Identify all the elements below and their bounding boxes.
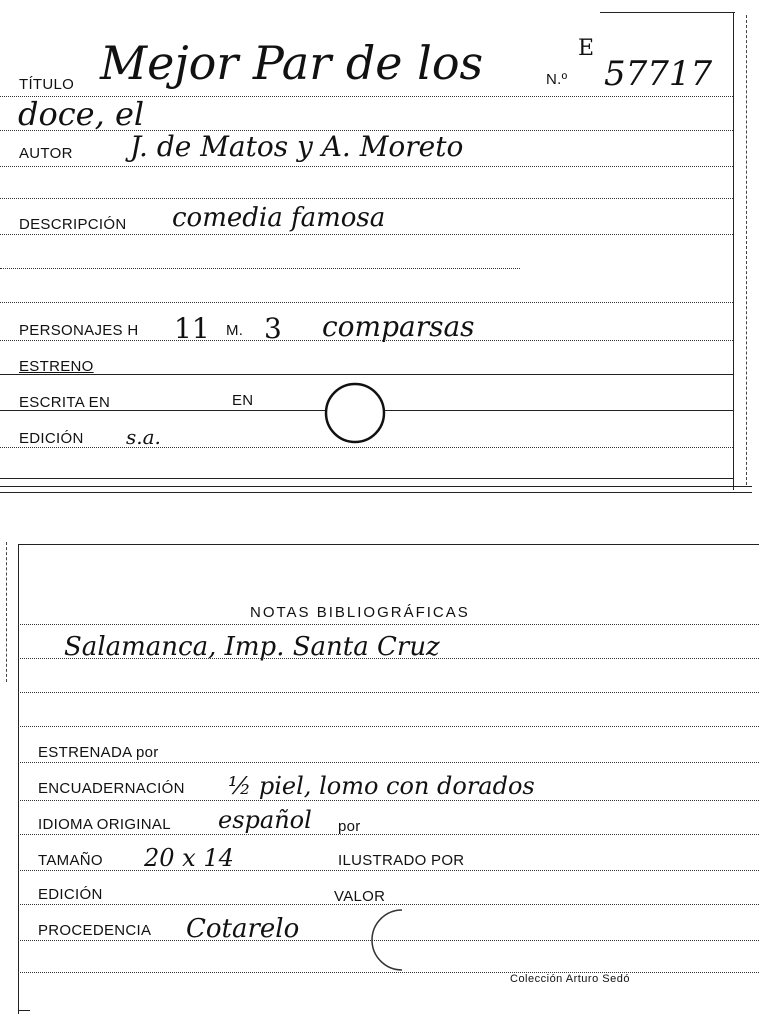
titulo-label: TÍTULO (19, 76, 75, 93)
notas-line-1 (18, 624, 759, 625)
procedencia-label: PROCEDENCIA (38, 922, 152, 939)
edicion-bottom-line (18, 904, 759, 905)
tamano-line (18, 870, 759, 871)
descripcion-line-3 (0, 302, 733, 303)
idioma-value: español (218, 806, 312, 834)
por-label: por (338, 818, 361, 835)
top-card-bottom-edge (0, 486, 752, 487)
top-card-bottom-edge-2 (0, 492, 752, 493)
tamano-label: TAMAÑO (38, 852, 103, 869)
estrenada-line (18, 762, 759, 763)
estrenada-label-text: ESTRENADA por (38, 744, 159, 761)
ilustrado-label: ILUSTRADO POR (338, 852, 465, 869)
personajes-extra: comparsas (322, 310, 475, 343)
estreno-label: ESTRENO (19, 358, 94, 375)
idioma-line (18, 834, 759, 835)
en-label: EN (232, 392, 254, 409)
personajes-label: PERSONAJES H (19, 322, 139, 339)
estreno-line (0, 374, 733, 375)
descripcion-value: comedia famosa (172, 203, 386, 233)
bottom-card-top-edge (18, 544, 759, 545)
notas-title: NOTAS BIBLIOGRÁFICAS (250, 604, 470, 621)
descripcion-label: DESCRIPCIÓN (19, 216, 127, 233)
notas-value: Salamanca, Imp. Santa Cruz (64, 632, 440, 662)
autor-line-2 (0, 198, 733, 199)
bottom-card-left-edge (18, 544, 19, 1014)
notas-line-4 (18, 726, 759, 727)
escrita-label: ESCRITA EN (19, 394, 111, 411)
personajes-line (0, 340, 733, 341)
bottom-card-left-marks (6, 542, 7, 682)
numero-label: N.º (546, 71, 568, 88)
descripcion-line (0, 234, 733, 235)
autor-value: J. de Matos y A. Moreto (130, 130, 464, 163)
top-card-right-edge (733, 12, 734, 490)
top-card-edge-marks (746, 15, 747, 485)
titulo-value-2: doce, el (18, 95, 145, 133)
encuadernacion-line (18, 800, 759, 801)
bottom-card-left-tick (18, 1010, 30, 1011)
punch-hole (322, 380, 388, 446)
bottom-card-last-line (18, 972, 759, 973)
idioma-label: IDIOMA ORIGINAL (38, 816, 171, 833)
autor-label: AUTOR (19, 145, 73, 162)
tamano-value: 20 x 14 (144, 844, 234, 872)
coleccion-credit: Colección Arturo Sedó (510, 973, 630, 985)
valor-label: VALOR (334, 888, 386, 905)
estrenada-label (38, 744, 159, 761)
edicion-bottom-label: EDICIÓN (38, 886, 103, 903)
edicion-line (0, 447, 733, 448)
personajes-m-value: 3 (264, 312, 282, 345)
descripcion-line-2 (0, 268, 520, 269)
notas-line-2 (18, 658, 759, 659)
top-card-inner-bottom (0, 478, 733, 479)
edicion-label: EDICIÓN (19, 430, 84, 447)
numero-prefix: E (578, 36, 595, 61)
top-card-top-edge (600, 12, 735, 13)
personajes-h-value: 11 (174, 312, 210, 345)
titulo-value: Mejor Par de los (100, 36, 484, 90)
procedencia-value: Cotarelo (186, 914, 300, 944)
numero-value: 57717 (604, 54, 713, 94)
notas-line-3 (18, 692, 759, 693)
encuadernacion-label: ENCUADERNACIÓN (38, 780, 185, 797)
top-catalog-card (0, 0, 759, 500)
edicion-value: s.a. (126, 425, 161, 449)
autor-line (0, 166, 733, 167)
personajes-m-label: M. (226, 322, 244, 339)
encuadernacion-value: ½ piel, lomo con dorados (228, 772, 535, 800)
punch-hole-bottom (362, 906, 432, 976)
bottom-catalog-card (0, 520, 759, 1028)
